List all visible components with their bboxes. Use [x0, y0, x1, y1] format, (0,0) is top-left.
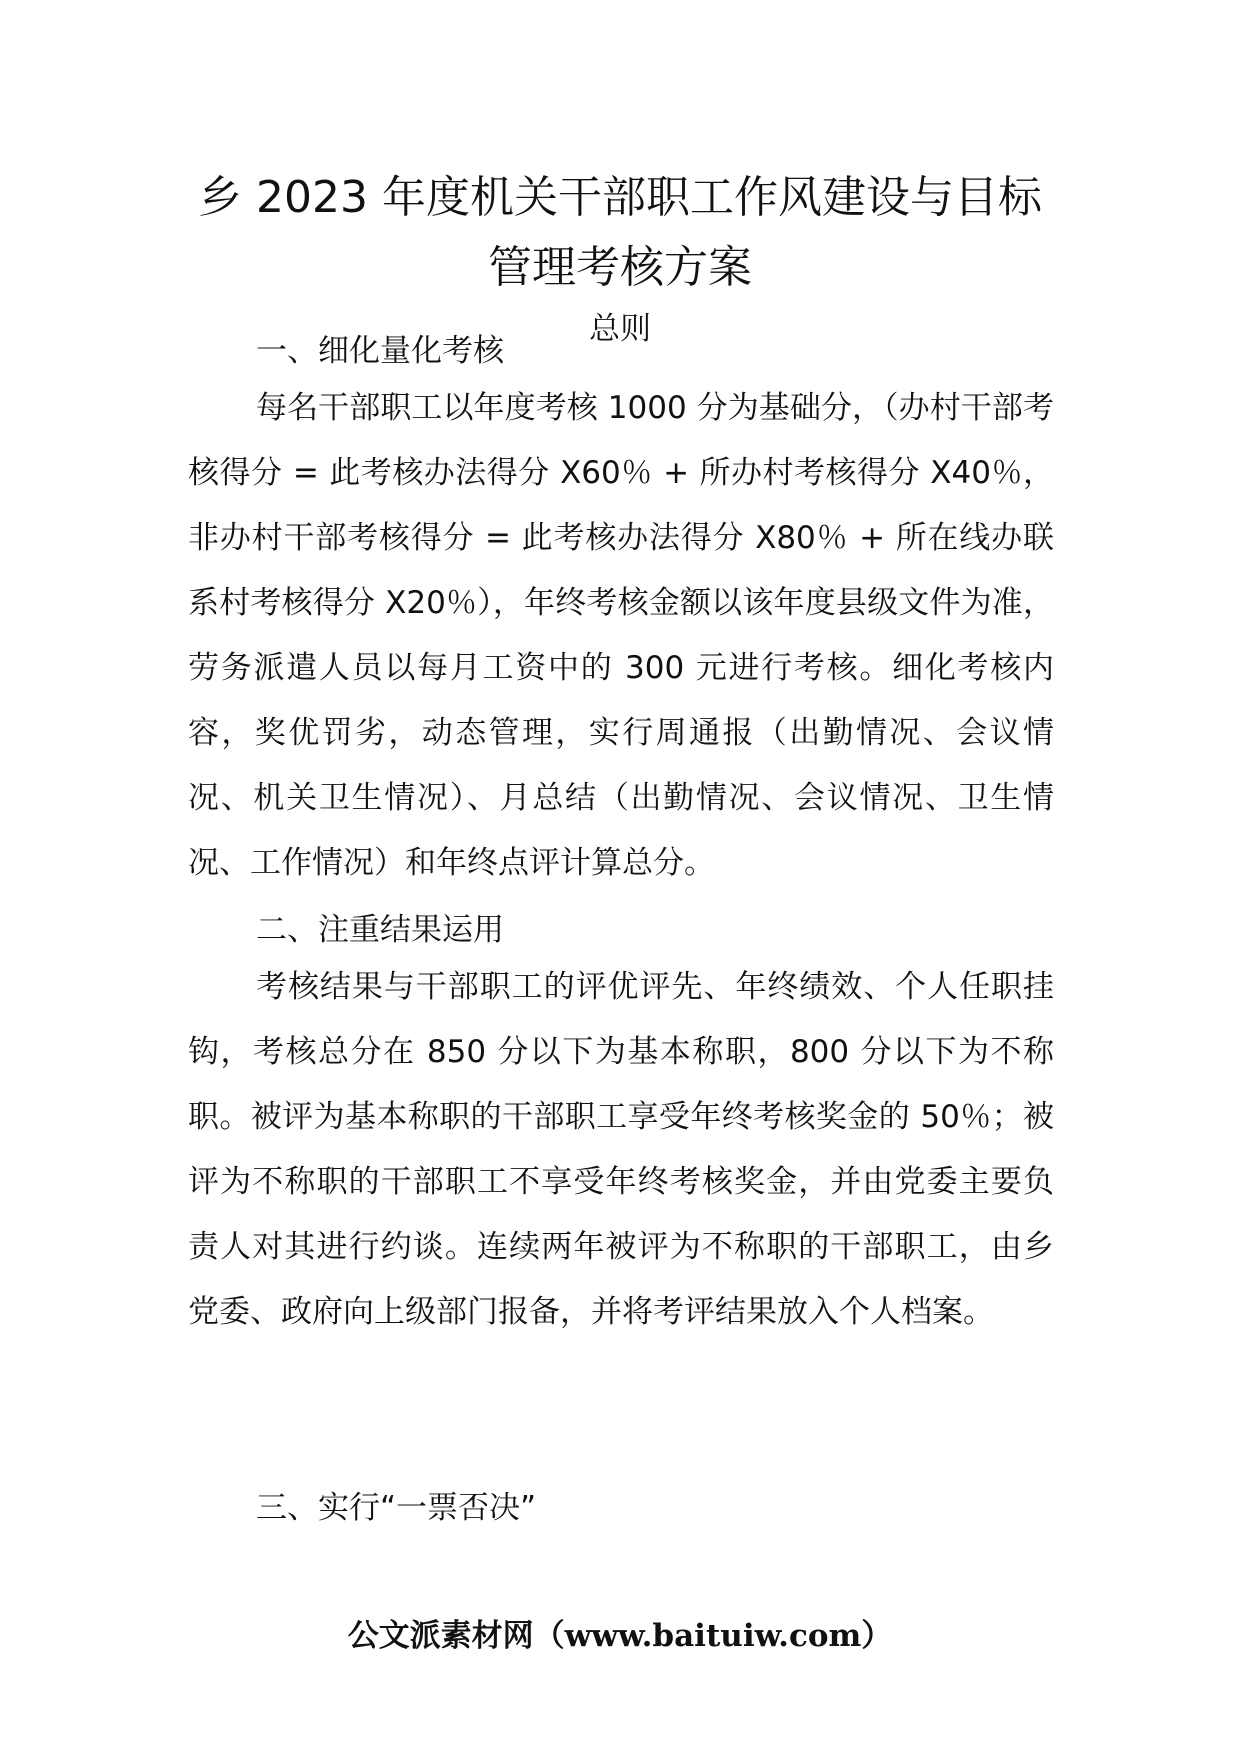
document-title-line-2: 管理考核方案 [488, 242, 752, 293]
footer-source: 公文派素材网（www.baituiw.com） [347, 1618, 893, 1654]
section-heading-1: 一、细化量化考核 [256, 333, 504, 369]
document-subtitle: 总则 [589, 311, 651, 347]
section-paragraph-2: 考核结果与干部职工的评优评先、年终绩效、个人任职挂钩，考核总分在 850 分以下为基本称职，800 分以下为不称职。被评为基本称职的干部职工享受年终考核奖金的 50％；被评为不称职的干部职工不享受年终考核奖金，并由党委主要负责人对其进行约谈。连续两年被评为不称职的干部职工，由乡党委、政府向上级部门报备，并将考评结果放入个人档案。 [188, 969, 1054, 1330]
section-heading-3: 三、实行“一票否决” [256, 1490, 537, 1526]
section-paragraph-1: 每名干部职工以年度考核 1000 分为基础分，（办村干部考核得分 = 此考核办法得分 X60％ + 所办村考核得分 X40％，非办村干部考核得分 = 此考核办法得分 X80％ + 所在线办联系村考核得分 X20％），年终考核金额以该年度县级文件为准，劳务派遣人员以每月工资中的 300 元进行考核。细化考核内容，奖优罚劣，动态管理，实行周通报（出勤情况、会议情况、机关卫生情况）、月总结（出勤情况、会议情况、卫生情况、工作情况）和年终点评计算总分。 [188, 390, 1054, 881]
document-title-line-1: 乡 2023 年度机关干部职工作风建设与目标 [198, 172, 1042, 223]
section-heading-2: 二、注重结果运用 [256, 912, 504, 948]
